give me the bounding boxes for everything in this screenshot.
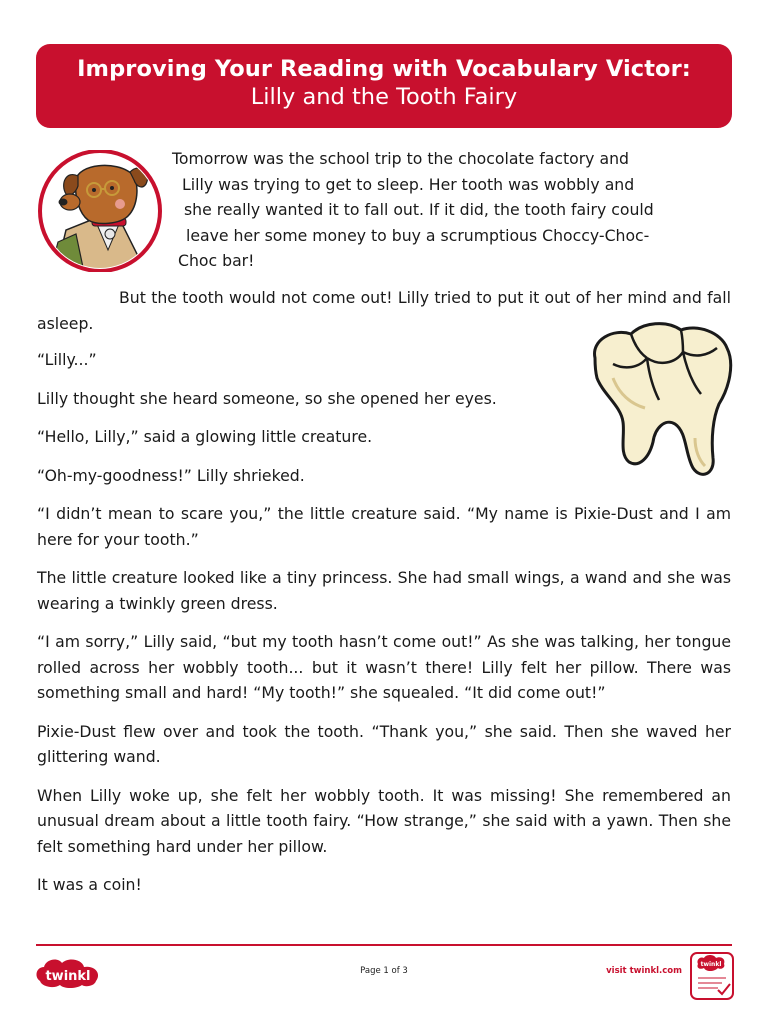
page-number: Page 1 of 3: [360, 966, 408, 976]
paragraph: “Oh-my-goodness!” Lilly shrieked.: [37, 465, 305, 485]
twinkl-logo-text: twinkl: [45, 969, 91, 984]
intro-text: [172, 146, 731, 274]
paragraph: The little creature looked like a tiny princess. She had small wings, a wand and she was wearing a twinkly green dress.: [37, 568, 731, 613]
paragraph: “Lilly...”: [37, 350, 97, 369]
intro-line: Choc bar!: [178, 251, 255, 270]
intro-line: she really wanted it to fall out. If it did, the tooth fairy could: [184, 200, 654, 219]
paragraph: Lilly thought she heard someone, so she opened her eyes.: [37, 388, 497, 408]
page-title: Improving Your Reading with Vocabulary Victor:: [77, 56, 691, 82]
paragraph: “Hello, Lilly,” said a glowing little creature.: [37, 427, 373, 446]
badge-text: twinkl: [700, 961, 722, 968]
paragraph: “I didn’t mean to scare you,” the little creature said. “My name is Pixie-Dust and I am here for your tooth.”: [37, 504, 731, 549]
paragraph: When Lilly woke up, she felt her wobbly tooth. It was missing! She remembered an unusual dream about a little tooth fairy. “How strange,” she said with a yawn. Then she felt something hard under her pillow.: [37, 785, 731, 856]
tooth-icon: [583, 318, 741, 484]
intro-line: Tomorrow was the school trip to the chocolate factory and: [172, 149, 629, 168]
vocabulary-victor-dog-icon: [36, 150, 164, 272]
paragraph: It was a coin!: [37, 875, 142, 894]
paragraph: “I am sorry,” Lilly said, “but my tooth hasn’t come out!” As she was talking, her tongue rolled across her wobbly tooth... but it wasn’t there! Lilly felt her pillow. There was something small and hard! “My tooth!” she squealed. “It did come out!”: [37, 632, 731, 702]
page-subtitle: Lilly and the Tooth Fairy: [250, 84, 518, 110]
quality-badge-icon: [688, 950, 736, 1002]
paragraph: But the tooth would not come out! Lilly tried to put it out of her mind and fall asleep.: [37, 288, 731, 333]
footer-divider: [36, 944, 732, 946]
intro-line: leave her some money to buy a scrumptious Choccy-Choc-: [186, 225, 650, 245]
footer-url-link[interactable]: visit twinkl.com: [606, 966, 682, 976]
paragraph: Pixie-Dust flew over and took the tooth. “Thank you,” she said. Then she waved her glittering wand.: [37, 721, 731, 766]
title-banner: [36, 44, 732, 128]
intro-line: Lilly was trying to get to sleep. Her tooth was wobbly and: [182, 174, 635, 194]
